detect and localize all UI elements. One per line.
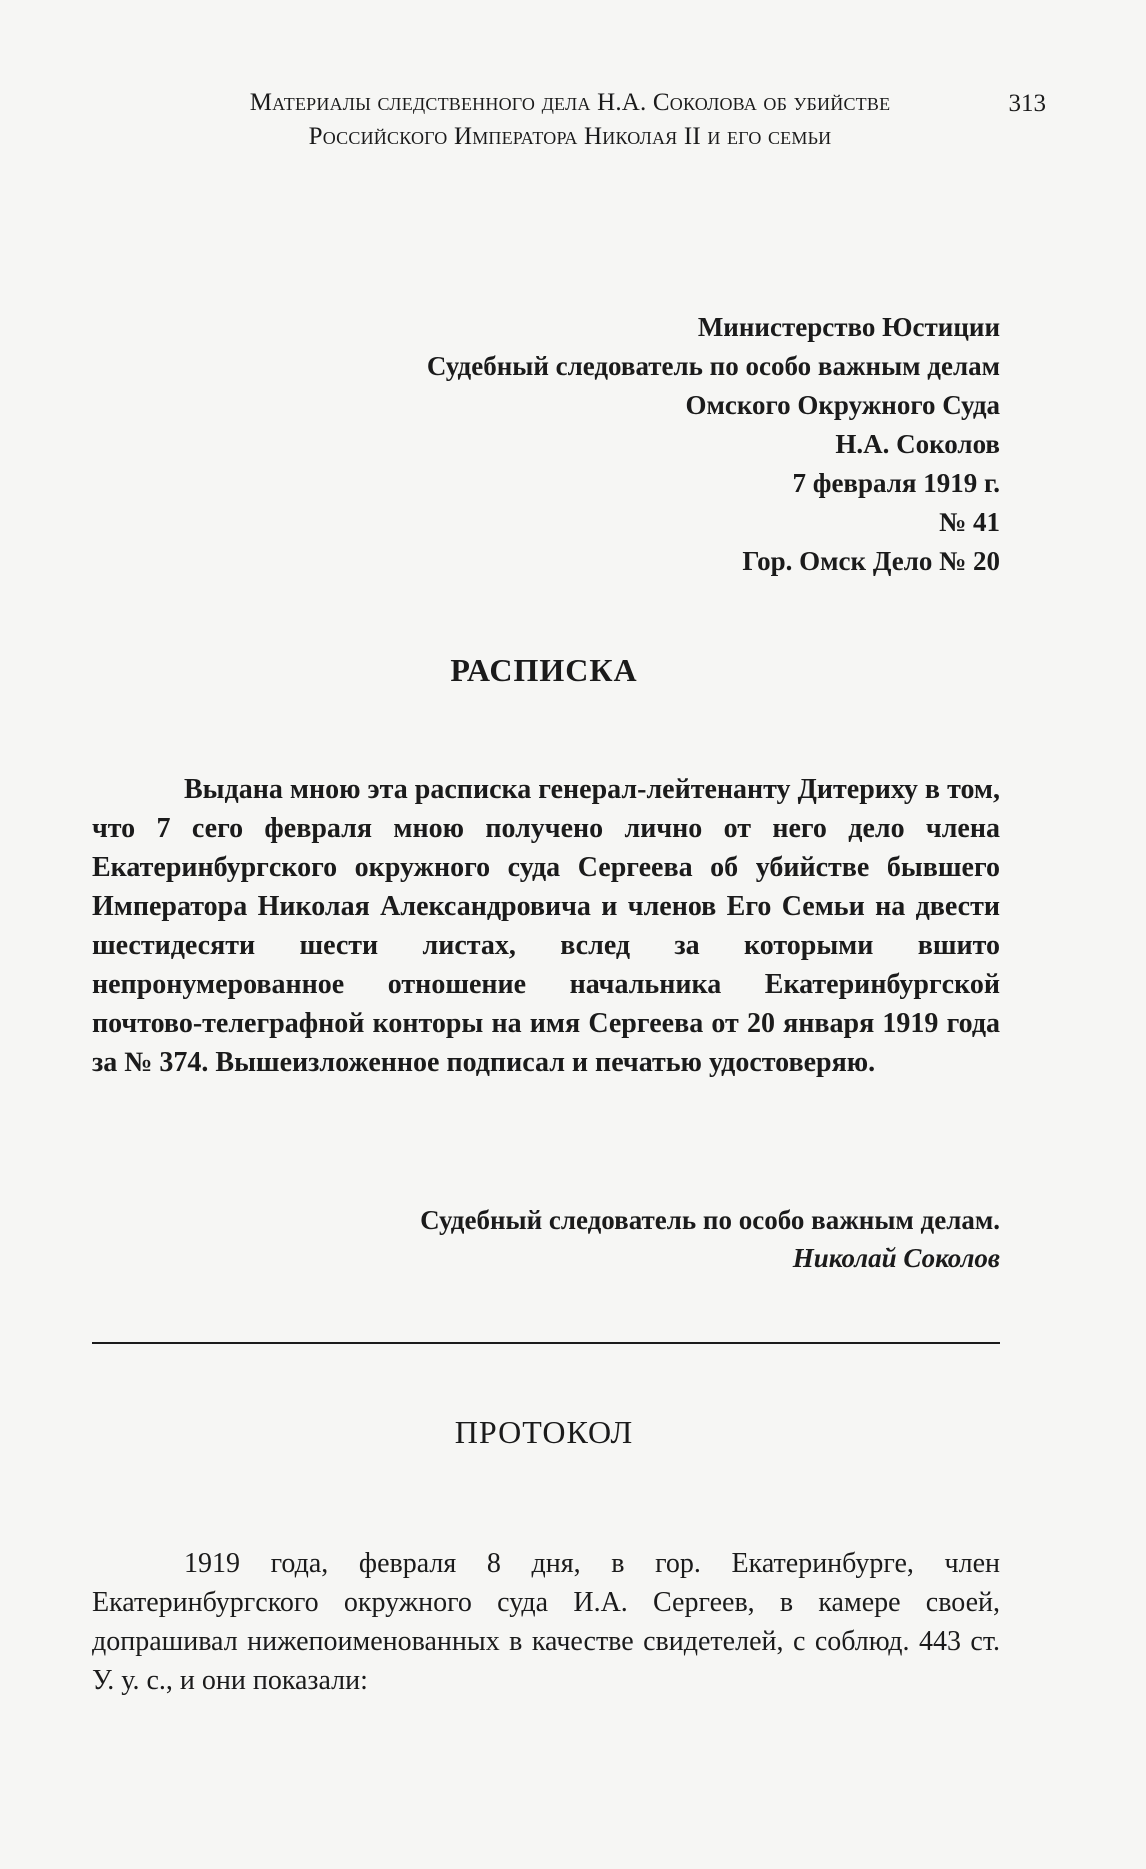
ministry-line: Министерство Юстиции — [697, 312, 1000, 342]
protocol-title: ПРОТОКОЛ — [454, 1414, 634, 1450]
investigator-name-line: Н.А. Соколов — [835, 429, 1000, 459]
date-line: 7 февраля 1919 г. — [792, 468, 1000, 498]
receipt-title: РАСПИСКА — [450, 652, 638, 688]
ministry-signature-block — [300, 308, 1000, 581]
protocol-paragraph: 1919 года, февраля 8 дня, в гор. Екатеринбурге, член Екатеринбургского окружного суда И.А. Сергеев, в камере своей, допрашивал нижепоименованных в качестве свидетелей, с соблюд. 443 ст. У. у. с., и они показали: — [92, 1548, 1000, 1696]
running-header — [120, 86, 1020, 154]
running-header-line-1: Материалы следственного дела Н.А. Соколова об убийстве — [249, 89, 891, 116]
investigator-title-line: Судебный следователь по особо важным делам — [426, 351, 1000, 381]
page-number: 313 — [1008, 90, 1046, 117]
running-header-line-2: Российского Императора Николая II и его семьи — [308, 123, 832, 150]
city-case-line: Гор. Омск Дело № 20 — [742, 546, 1000, 576]
court-line: Омского Окружного Суда — [685, 390, 1000, 420]
receipt-signature — [300, 1201, 1000, 1277]
number-line: № 41 — [939, 507, 1000, 537]
signer-role: Судебный следователь по особо важным делам. — [420, 1205, 1000, 1235]
signer-name: Николай Соколов — [792, 1243, 1000, 1273]
receipt-paragraph: Выдана мною эта расписка генерал-лейтенанту Дитериху в том, что 7 сего февраля мною получено лично от него дело члена Екатеринбургского окружного суда Сергеева об убийстве бывшего Императора Николая Александровича и членов Его Семьи на двести шестидесяти шести листах, вслед за которыми вшито непронумерованное отношение начальника Екатеринбургской почтово-телеграфной конторы на имя Сергеева от 20 января 1919 года за № 374. Вышеизложенное подписал и печатью удостоверяю. — [92, 774, 1000, 1078]
section-divider — [92, 1342, 1000, 1344]
